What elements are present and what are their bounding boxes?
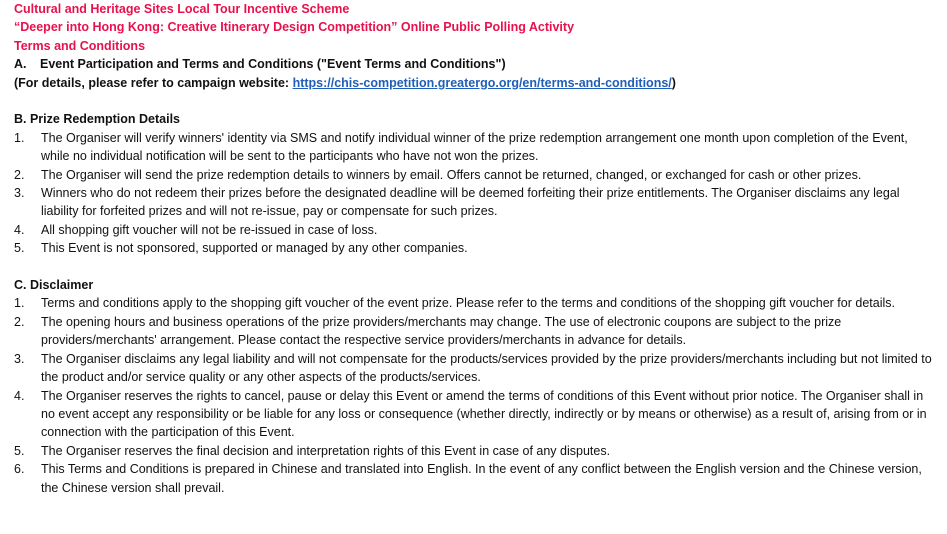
item-number: 6.	[14, 462, 25, 477]
terms-website-link[interactable]: https://chis-competition.greatergo.org/en/terms-and-conditions/	[292, 75, 672, 90]
section-b-list	[14, 129, 937, 258]
campaign-details-line	[14, 74, 937, 92]
item-number: 5.	[14, 241, 25, 256]
section-c-list	[14, 294, 937, 496]
section-a-heading	[14, 55, 937, 73]
list-item	[14, 129, 937, 166]
section-b-heading: B. Prize Redemption Details	[14, 112, 181, 127]
item-text: The Organiser will send the prize redemption details to winners by email. Offers cannot be returned, changed, or exchanged for cash or other prizes.	[41, 167, 862, 182]
section-a-letter: A.	[14, 57, 27, 72]
item-number: 4.	[14, 222, 25, 237]
item-number: 1.	[14, 130, 25, 145]
item-text: The opening hours and business operations of the prize providers/merchants may change. The use of electronic coupons are subject to the prize providers/merchants' arrangement. Please contact the respective service providers/merchants in advance for details.	[41, 314, 842, 348]
item-text: The Organiser disclaims any legal liability and will not compensate for the products/services provided by the prize providers/merchants including but not limited to the product and/or service quality or any other aspects of the products/services.	[41, 351, 932, 385]
item-text: This Terms and Conditions is prepared in Chinese and translated into English. In the event of any conflict between the English version and the Chinese version, the Chinese version shall prevail.	[41, 462, 922, 495]
spacer	[14, 92, 937, 110]
list-item	[14, 442, 937, 460]
spacer	[14, 258, 937, 276]
details-suffix: )	[671, 75, 676, 90]
item-text: The Organiser will verify winners' identity via SMS and notify individual winner of the prize redemption arrangement one month upon completion of the Event, while no individual notification will be sent to the participants who have not won the prizes.	[41, 130, 908, 164]
details-prefix: (For details, please refer to campaign website:	[14, 75, 293, 90]
item-text: Terms and conditions apply to the shopping gift voucher of the event prize. Please refer to the terms and conditions of the shopping gift voucher for details.	[41, 296, 895, 311]
item-text: Winners who do not redeem their prizes before the designated deadline will be deemed forfeiting their prize entitlements. The Organiser disclaims any legal liability for forfeited prizes and will not re-issue, pay or compensate for such prizes.	[41, 186, 900, 219]
item-text: All shopping gift voucher will not be re-issued in case of loss.	[41, 222, 378, 237]
item-number: 2.	[14, 314, 25, 329]
item-text: The Organiser reserves the rights to cancel, pause or delay this Event or amend the terms of conditions of this Event without prior notice. The Organiser shall in no event accept any responsibility or be liable for any loss or consequence (whether directly, indirectly or by means or otherwise) as a result of, arising from or in connection with the participation of this Event.	[41, 388, 927, 440]
item-number: 5.	[14, 443, 25, 458]
list-item	[14, 460, 937, 497]
list-item	[14, 350, 937, 387]
item-number: 3.	[14, 186, 25, 201]
list-item	[14, 221, 937, 239]
list-item	[14, 313, 937, 350]
item-text: This Event is not sponsored, supported or managed by any other companies.	[41, 241, 468, 256]
terms-title: Terms and Conditions	[14, 38, 146, 53]
section-c-heading: C. Disclaimer	[14, 278, 94, 293]
item-number: 2.	[14, 167, 25, 182]
list-item	[14, 294, 937, 312]
competition-title: “Deeper into Hong Kong: Creative Itinerary Design Competition” Online Public Polling Activity	[14, 20, 575, 35]
list-item	[14, 239, 937, 257]
item-text: The Organiser reserves the final decision and interpretation rights of this Event in case of any disputes.	[41, 443, 611, 458]
list-item	[14, 184, 937, 221]
list-item	[14, 387, 937, 442]
item-number: 1.	[14, 296, 25, 311]
section-a-title: Event Participation and Terms and Conditions ("Event Terms and Conditions")	[40, 57, 506, 72]
scheme-title: Cultural and Heritage Sites Local Tour Incentive Scheme	[14, 2, 350, 16]
item-number: 4.	[14, 388, 25, 403]
item-number: 3.	[14, 351, 25, 366]
list-item	[14, 166, 937, 184]
